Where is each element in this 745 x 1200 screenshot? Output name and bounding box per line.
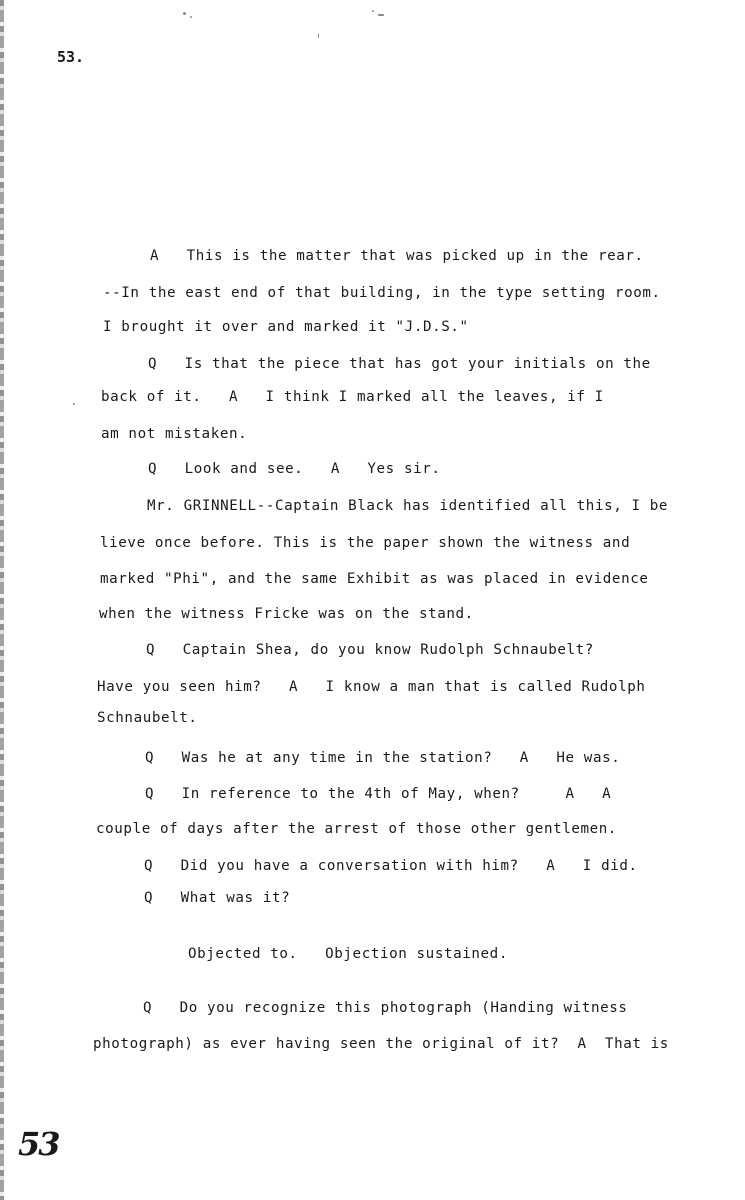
transcript-line: --In the east end of that building, in the type setting room. <box>103 285 661 301</box>
transcript-line: Objected to. Objection sustained. <box>188 946 508 962</box>
transcript-line: Schnaubelt. <box>97 710 198 726</box>
transcript-line: A This is the matter that was picked up in the rear. <box>150 248 644 264</box>
page-number: 53. <box>57 48 85 66</box>
transcript-line: Q What was it? <box>144 890 291 906</box>
transcript-line: photograph) as ever having seen the original of it? A That is <box>93 1036 669 1052</box>
transcript-line: marked "Phi", and the same Exhibit as was placed in evidence <box>100 571 649 587</box>
transcript-line: when the witness Fricke was on the stand. <box>99 606 474 622</box>
transcript-line: Mr. GRINNELL--Captain Black has identified all this, I be <box>147 498 669 514</box>
transcript-line: Q Do you recognize this photograph (Handing witness <box>143 1000 628 1016</box>
transcript-line: Q Was he at any time in the station? A He was. <box>145 750 621 766</box>
transcript-line: Q Captain Shea, do you know Rudolph Schnaubelt? <box>146 642 594 658</box>
transcript-line: Q Is that the piece that has got your initials on the <box>148 356 651 372</box>
scanned-page-edge <box>0 0 4 1200</box>
handwritten-page-number: 53 <box>18 1125 59 1163</box>
transcript-line: I brought it over and marked it "J.D.S." <box>103 319 469 335</box>
transcript-line: lieve once before. This is the paper shown the witness and <box>100 535 631 551</box>
transcript-line: Have you seen him? A I know a man that is called Rudolph <box>97 679 646 695</box>
transcript-line: back of it. A I think I marked all the leaves, if I <box>101 389 604 405</box>
transcript-line: Q In reference to the 4th of May, when? A A <box>145 786 612 802</box>
transcript-line: am not mistaken. <box>101 426 248 442</box>
transcript-line: Q Look and see. A Yes sir. <box>148 461 441 477</box>
transcript-line: couple of days after the arrest of those other gentlemen. <box>96 821 618 837</box>
transcript-line: Q Did you have a conversation with him? A I did. <box>144 858 638 874</box>
